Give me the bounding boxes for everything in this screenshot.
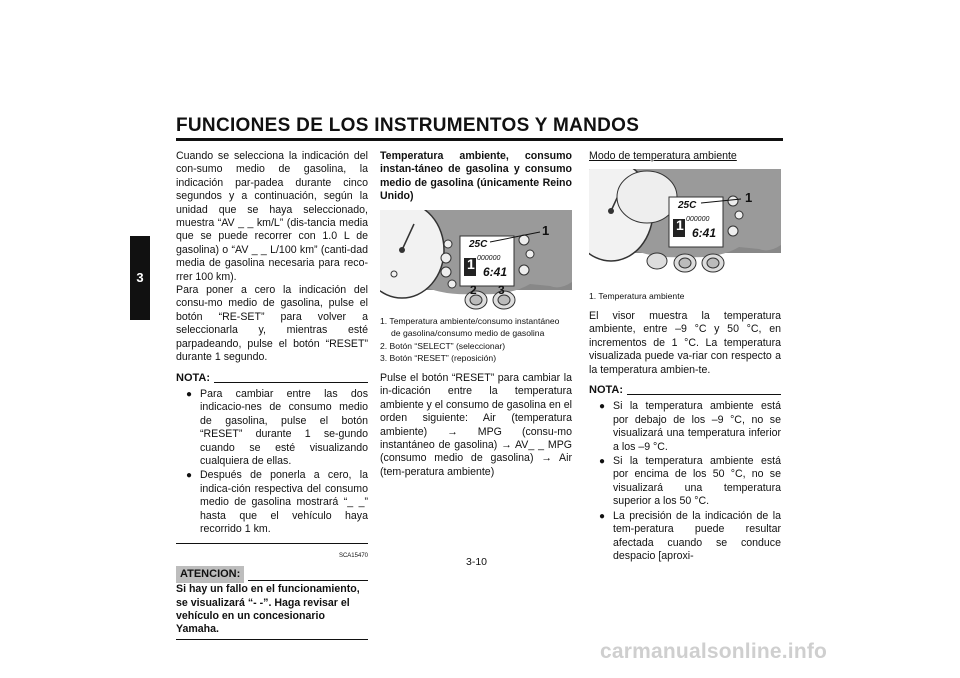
column-2: [380, 150, 572, 479]
paragraph-avg-consumption: Cuando se selecciona la indicación del con-sumo medio de gasolina, la indicación par-padea durante cinco segundos y a continuación, según la unidad que se haya seleccionado, muestra “AV _ _ km/L” (dis-tancia media que se puede recorrer con 1.0 L de gasolina) o “AV _ _ L/100 km” (canti-dad media de gasolina necesaria para reco-rrer 100 km).: [176, 150, 368, 283]
note-label: NOTA:: [176, 371, 211, 384]
callout-3: 3: [498, 282, 505, 297]
note-rule: [214, 382, 368, 383]
note-label: NOTA:: [589, 384, 624, 397]
note-item-text: Si la temperatura ambiente está por encima de los 50 °C, no se visualizará una temperatura superior a los 50 °C.: [613, 455, 781, 508]
note-box: [176, 372, 368, 545]
callout-1: 1: [542, 222, 550, 238]
instrument-panel-figure: [380, 210, 572, 310]
display-gear: 1: [467, 255, 475, 272]
note-item: [176, 388, 368, 468]
callout-2: 2: [470, 282, 477, 297]
caption-1: 1. Temperatura ambiente: [589, 291, 685, 302]
paragraph-temperature-range: El visor muestra la temperatura ambiente, entre –9 °C y 50 °C, en incrementos de 1 °C. La temperatura visualizada puede va-riar con respecto a la temperatura ambien-te.: [589, 310, 781, 376]
note-box: [589, 384, 781, 563]
reference-code: SCA15470: [338, 553, 368, 560]
note-item-text: Si la temperatura ambiente está por debajo de los –9 °C, no se visualizará una temperatura inferior a los –9 °C.: [613, 400, 781, 453]
callout-1: 1: [745, 190, 753, 206]
caution-end-rule: [176, 639, 368, 640]
watermark: carmanualsonline.info: [600, 640, 828, 663]
caption-1-cont: de gasolina/consumo medio de gasolina: [391, 328, 545, 339]
paragraph-reset-instructions: Para poner a cero la indicación del consu-mo medio de gasolina, pulse el botón “RE-SET” para volver a seleccionarla y, mientras esté parpadeando, pulse el botón “RESET” durante 1 segundo.: [176, 284, 368, 364]
note-item: [589, 400, 781, 454]
display-odometer: 000000: [686, 216, 710, 224]
display-temperature: 25C: [469, 238, 488, 250]
caption-2: 2. Botón “SELECT” (seleccionar): [380, 340, 506, 351]
note-end-rule: [176, 543, 368, 544]
caption-1: 1. Temperatura ambiente/consumo instantáneo: [380, 315, 560, 326]
display-gear: 1: [676, 217, 684, 234]
note-rule: [627, 394, 781, 395]
caution-text: Si hay un fallo en el funcionamiento, se visualizará “- -”. Haga revisar el vehículo en un concesionario Yamaha.: [176, 583, 360, 636]
caption-3: 3. Botón “RESET” (reposición): [380, 353, 497, 364]
bullet-icon: ●: [186, 388, 193, 400]
note-item-text: Para cambiar entre las dos indicacio-nes de consumo medio de gasolina, pulse el botón “RESET” durante 1 se-gundo cuando se esté visualizando cualquiera de ellas.: [200, 387, 368, 467]
header-rule: [176, 138, 783, 141]
bullet-icon: ●: [186, 470, 193, 482]
note-item-text: Después de ponerla a cero, la indica-ción respectiva del consumo medio de gasolina mostrará “_ _” hasta que el vehículo haya recorrido 1 km.: [200, 469, 368, 535]
figure-caption: [589, 291, 781, 302]
instrument-panel-figure-ambient: [589, 169, 781, 273]
caution-rule: [248, 580, 368, 581]
display-clock: 6:41: [692, 226, 717, 241]
display-odometer: 000000: [477, 254, 501, 262]
note-item: [176, 469, 368, 536]
section-title-ambient-mode: Modo de temperatura ambiente: [589, 150, 737, 162]
caution-header: [176, 566, 368, 583]
display-temperature: 25C: [678, 200, 697, 212]
bullet-icon: ●: [599, 401, 606, 413]
display-clock: 6:41: [483, 264, 508, 279]
note-item: [589, 455, 781, 509]
figure-captions: [380, 316, 572, 364]
column-3: [589, 150, 781, 564]
note-item-text: La precisión de la indicación de la tem-peratura puede resultar afectada cuando se conduce despacio [aproxi-: [613, 509, 781, 562]
page-number: 3-10: [466, 556, 488, 568]
column-1: [176, 150, 368, 640]
bullet-icon: ●: [599, 456, 606, 468]
note-item: [589, 510, 781, 564]
section-title-temperature-consumption: Temperatura ambiente, consumo instan-táneo de gasolina y consumo medio de gasolina (únicamente Reino Unido): [380, 150, 572, 203]
page-header-title: FUNCIONES DE LOS INSTRUMENTOS Y MANDOS: [176, 115, 640, 136]
bullet-icon: ●: [599, 510, 606, 522]
section-tab: 3: [130, 236, 150, 320]
caution-label: ATENCION:: [176, 566, 244, 583]
paragraph-reset-cycle: Pulse el botón “RESET” para cambiar la in-dicación entre la temperatura ambiente y el consumo de gasolina en el orden siguiente: Air (temperatura ambiente) → MPG (consu-mo instantáneo de gasolina) → AV_ _ MPG (consumo medio de gasolina) → Air (tem-peratura ambiente): [380, 372, 572, 478]
